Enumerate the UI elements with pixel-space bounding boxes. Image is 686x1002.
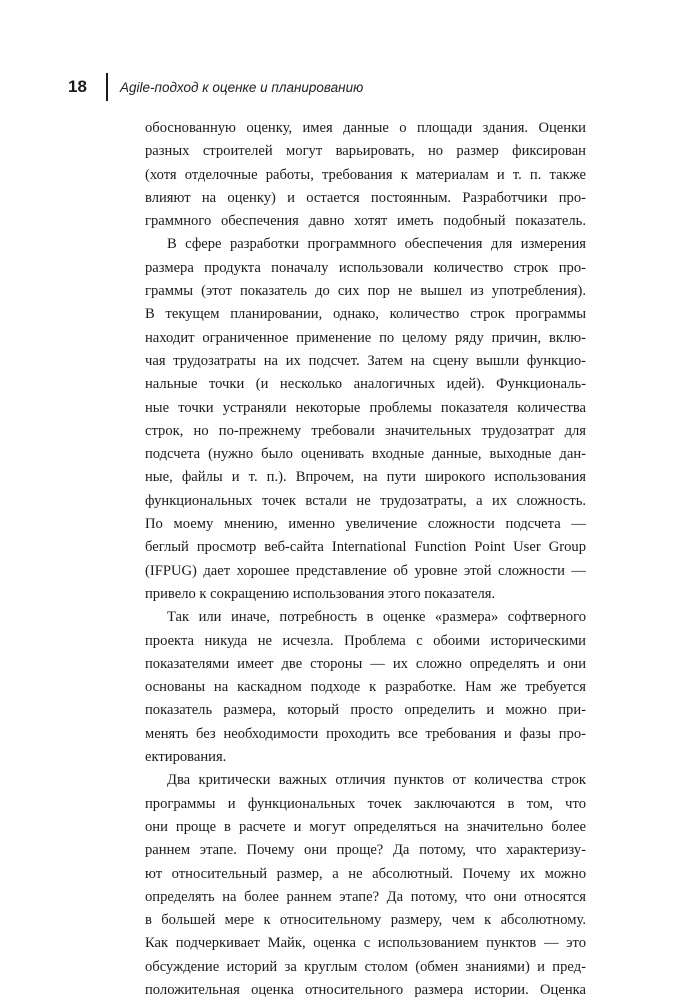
text-line: обсуждение историй за круглым столом (обмен знаниями) и пред-	[145, 958, 586, 975]
text-line: Два критически важных отличия пунктов от количества строк	[167, 772, 586, 789]
text-line: положительная оценка относительного размера истории. Оценка	[145, 981, 586, 998]
paragraph	[145, 117, 586, 233]
text-line: В текущем планировании, однако, количество строк программы	[145, 306, 586, 323]
text-line: показатель размера, который просто определить и можно при-	[145, 702, 586, 719]
header-divider	[106, 73, 108, 101]
text-line: нальные точки (и несколько аналогичных идей). Функциональ-	[145, 376, 586, 393]
text-line: показателями имеет две стороны — их сложно определять и они	[145, 655, 586, 672]
text-line: привело к сокращению использования этого показателя.	[145, 585, 496, 602]
text-line: В сфере разработки программного обеспечения для измерения	[167, 236, 586, 253]
text-line: чая трудозатраты на их подсчет. Затем на сцену вышли функцио-	[145, 352, 586, 369]
text-line: граммного обеспечения давно хотят иметь подобный показатель.	[145, 213, 586, 230]
text-line: проекта никуда не исчезла. Проблема с обоими историческими	[145, 632, 586, 649]
text-line: строк, но по-прежнему требовали значительных трудозатрат для	[145, 422, 586, 439]
text-line: в большей мере к относительному размеру, чем к абсолютному.	[145, 912, 586, 929]
text-line: (хотя отделочные работы, требования к материалам и т. п. также	[145, 166, 586, 183]
page-header	[68, 72, 363, 102]
text-line: (IFPUG) дает хорошее представление об уровне этой сложности —	[145, 562, 586, 579]
text-line: раннем этапе. Почему они проще? Да потому, что характеризу-	[145, 842, 586, 859]
page-number: 18	[68, 77, 87, 96]
text-line: ные, файлы и т. п.). Впрочем, на пути широкого использования	[145, 469, 586, 486]
text-line: разных строителей могут варьировать, но размер фиксирован	[145, 143, 586, 160]
text-line: программы и функциональных точек заключаются в том, что	[145, 795, 586, 812]
paragraph	[145, 769, 586, 1002]
text-line: находит ограниченное применение по целому ряду причин, вклю-	[145, 329, 586, 346]
text-line: функциональных точек встали не трудозатраты, а их сложность.	[145, 492, 586, 509]
text-line: основаны на каскадном подходе к разработке. Нам же требуется	[145, 679, 586, 696]
text-line: определять на более раннем этапе? Да потому, что они относятся	[145, 888, 586, 905]
paragraph	[145, 606, 586, 769]
text-line: влияют на оценку) и остается постоянным. Разработчики про-	[145, 189, 586, 206]
text-line: ют относительный размер, а не абсолютный. Почему их можно	[145, 865, 586, 882]
page-body	[145, 117, 586, 1002]
text-line: менять без необходимости проходить все требования и фазы про-	[145, 725, 586, 742]
text-line: беглый просмотр веб-сайта International Function Point User Group	[145, 539, 586, 556]
text-line: они проще в расчете и могут определяться на значительно более	[145, 818, 586, 835]
text-line: обоснованную оценку, имея данные о площади здания. Оценки	[145, 120, 586, 136]
text-line: ектирования.	[145, 749, 227, 766]
text-line: По моему мнению, именно увеличение сложности подсчета —	[145, 516, 586, 533]
text-line: ные точки устраняли некоторые проблемы показателя количества	[145, 399, 586, 416]
paragraph	[145, 233, 586, 606]
text-line: размера продукта поначалу использовали количество строк про-	[145, 259, 586, 276]
text-line: Так или иначе, потребность в оценке «размера» софтверного	[167, 609, 586, 626]
text-line: подсчета (нужно было оценивать входные данные, выходные дан-	[145, 446, 586, 463]
text-line: Как подчеркивает Майк, оценка с использованием пунктов — это	[145, 935, 586, 952]
text-line: граммы (этот показатель до сих пор не вышел из употребления).	[145, 283, 586, 300]
running-title: Agile-подход к оценке и планированию	[120, 79, 364, 95]
